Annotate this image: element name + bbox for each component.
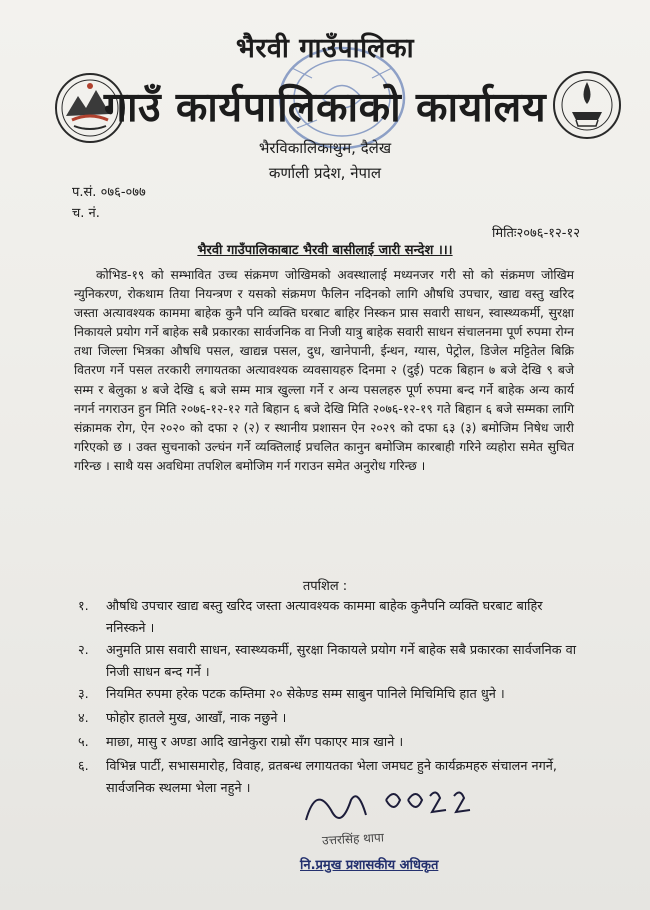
signatory-name: उत्तरसिंह थापा <box>321 830 385 848</box>
item-text: अनुमति प्रास सवारी साधन, स्वास्थ्यकर्मी, सुरक्षा निकायले प्रयोग गर्ने बाहेक सबै प्रकारका सार्वजनिक वा निजी साधन बन्द गर्ने । <box>106 643 577 680</box>
letter-date: मितिः२०७६-१२-१२ <box>491 226 580 241</box>
item-text: नियमित रुपमा हरेक पटक कम्तिमा २० सेकेण्ड सम्म साबुन पानिले मिचिमिचि हात धुने । <box>106 687 505 702</box>
dispatch-number: च. नं. <box>72 206 100 221</box>
address-line-2: कर्णाली प्रदेश, नेपाल <box>268 164 382 182</box>
details-heading: तपशिल : <box>302 579 348 594</box>
list-item <box>78 640 583 684</box>
item-text: फोहोर हातले मुख, आखाँ, नाक नछुने । <box>106 711 287 726</box>
item-number: २. <box>78 643 89 658</box>
item-text: माछा, मासु र अण्डा आदि खानेकुरा राम्रो सँग पकाएर मात्र खाने । <box>106 735 404 750</box>
item-number: ३. <box>78 687 89 702</box>
list-item <box>78 684 583 706</box>
letterhead <box>0 0 650 200</box>
notice-paragraph: कोभिड-१९ को सम्भावित उच्च संक्रमण जोखिमको अवस्थालाई मध्यनजर गरी सो को संक्रमण जोखिम न्युनिकरण, रोकथाम तिया नियन्त्रण र यसको संक्रमण फैलिन नदिनको लागि औषधि उपचार, खाद्य वस्तु खरिद जस्ता अत्यावश्यक काममा बाहेक कुनै पनि व्यक्ति घरबाट बाहिर निस्कन प्रास सवारी साधन, स्वास्थ्यकर्मी, सुरक्षा निकायले प्रयोग गर्ने बाहेक सबै प्रकारका सार्वजनिक वा निजी यात्रु बाहेक सवारी साधन संचालनमा पूर्ण रुपमा रोग्न तथा जिल्ला भित्रका औषधि पसल, खाद्यन्न पसल, दुध, खानेपानी, ईन्धन, ग्यास, पेट्रोल, डिजेल मट्टितेल बिक्रि वितरण गर्ने पसल तरकारी लगायतका अत्यावश्यक व्यवसायहरु दिनमा २ (दुई) पटक बिहान ७ बजे देखि ९ बजे सम्म र बेलुका ४ बजे देखि ६ बजे सम्म मात्र खुल्ला गर्ने र अन्य पसलहरु पूर्ण रुपमा बन्द गर्ने बाहेक अन्य कार्य नगर्न नगराउन हुन मिति २०७६-१२-१२ गते बिहान ६ बजे देखि मिति २०७६-१२-१९ गते बिहान ६ बजे सम्मका लागि संक्रामक रोग, ऐन २०२० को दफा २ (२) र स्थानीय प्रशासन ऐन २०२९ को दफा ६३ (३) बमोजिम निषेध जारी गरिएको छ । उक्त सुचनाको उल्घंन गर्ने व्यक्तिलाई प्रचलित कानुन बमोजिम कारबाही गरिने व्यहोरा समेत सुचित गरिन्छ । साथै यस अवधिमा तपशिल बमोजिम गर्न गराउन समेत अनुरोध गरिन्छ । <box>74 268 574 473</box>
signatory-designation: नि.प्रमुख प्रशासकीय अधिकृत <box>300 858 439 873</box>
office-name: गाउँ कार्यपालिकाको कार्यालय <box>103 83 547 131</box>
item-number: ६. <box>78 759 89 774</box>
municipality-name: भैरवी गाउँपालिका <box>235 33 415 64</box>
body-paragraph <box>74 266 574 476</box>
list-item <box>78 708 583 730</box>
list-item <box>78 596 583 640</box>
item-number: १. <box>78 599 89 614</box>
item-text: औषधि उपचार खाद्य बस्तु खरिद जस्ता अत्यावश्यक काममा बाहेक कुनैपनि व्यक्ति घरबाट बाहिर ननिस्कने । <box>106 599 543 636</box>
item-number: ४. <box>78 711 89 726</box>
item-text: विभिन्न पार्टी, सभासमारोह, विवाह, व्रतबन्ध लगायतका भेला जमघट हुने कार्यक्रमहरु संचालन नगर्ने, सार्वजनिक स्थलमा भेला नहुने । <box>106 759 557 796</box>
address-line-1: भैरविकालिकाथुम, दैलेख <box>258 139 392 157</box>
letter-subject: भैरवी गाउँपालिकाबाट भैरवी बासीलाई जारी सन्देश ।।। <box>197 243 453 258</box>
list-item <box>78 732 583 754</box>
letter-number: प.सं. ०७६-०७७ <box>72 185 146 200</box>
item-number: ५. <box>78 735 89 750</box>
